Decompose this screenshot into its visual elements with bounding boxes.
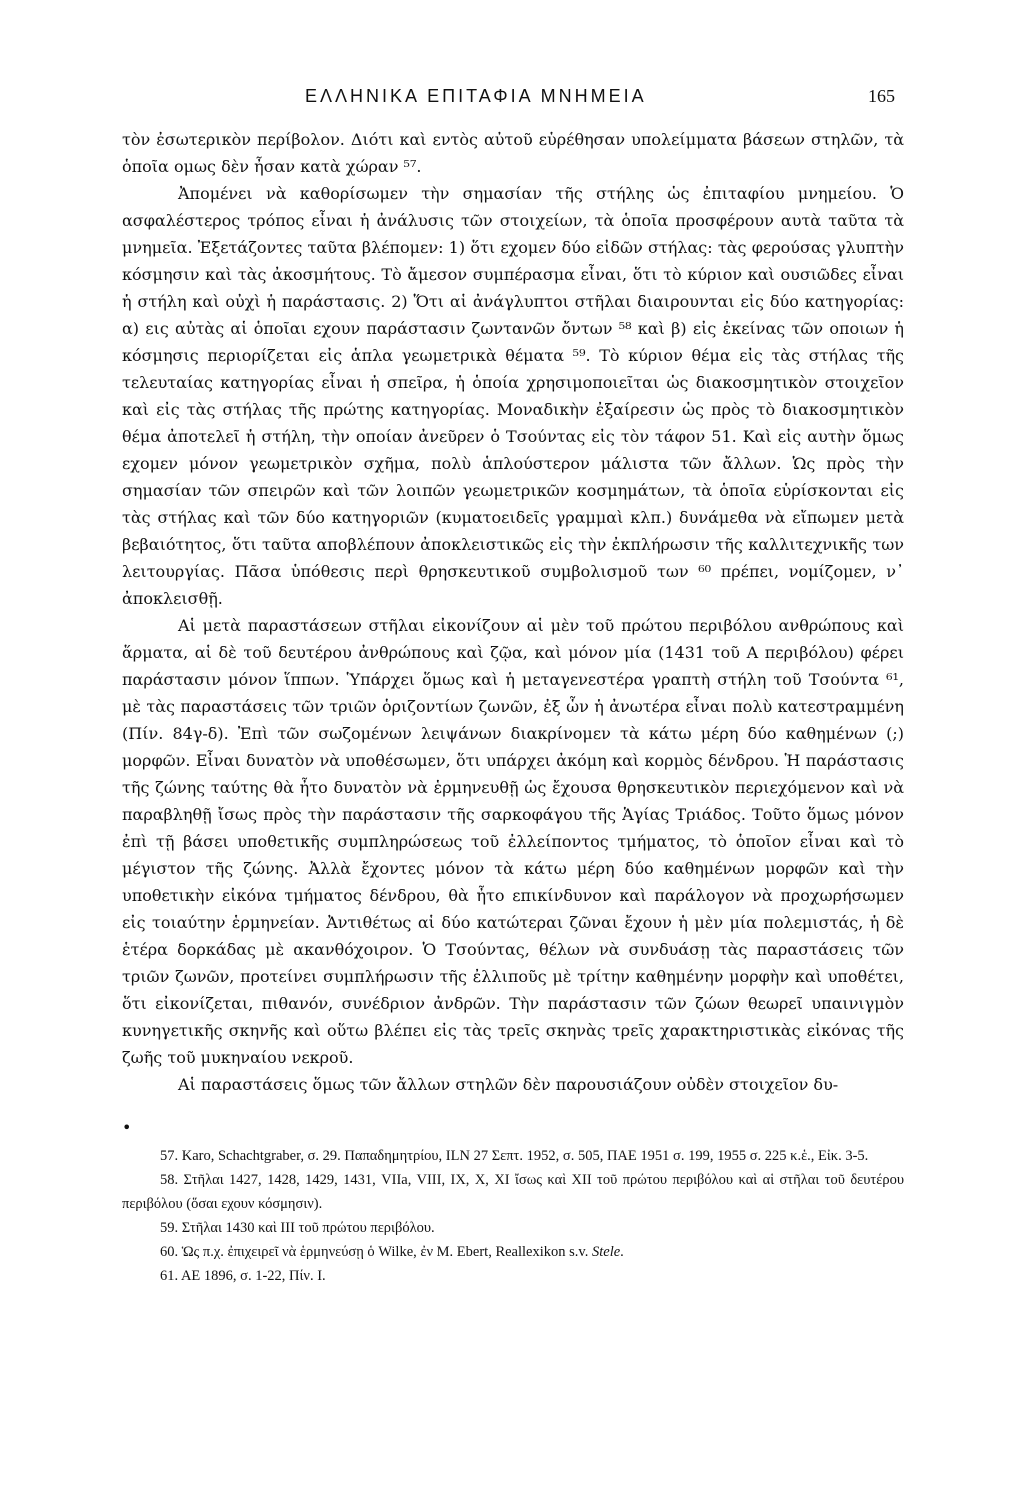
footnote: [122, 1240, 904, 1264]
paragraph: Αἱ παραστάσεις ὅμως τῶν ἄλλων στηλῶν δὲν παρουσιάζουν οὐδὲν στοιχεῖον δυ-: [178, 1075, 839, 1094]
footnote-separator-mark: •: [122, 1118, 132, 1137]
running-title: ΕΛΛΗΝΙΚΑ ΕΠΙΤΑΦΙΑ ΜΝΗΜΕΙΑ: [305, 86, 647, 106]
footnote-italic-term: Stele: [591, 1244, 621, 1260]
paragraph: Αἱ μετὰ παραστάσεων στῆλαι εἰκονίζουν αἱ μὲν τοῦ πρώτου περιβόλου ανθρώπους καὶ ἅρματα, αἱ δὲ τοῦ δευτέρου ἀνθρώπους καὶ ζῷα, καὶ μόνον μία (1431 τοῦ Α περιβόλου) φέρει παράστασιν μόνον ἵππων. Ὑπάρχει ὅμως καὶ ἡ μεταγενεστέρα γραπτὴ στήλη τοῦ Τσούντα ⁶¹, μὲ τὰς παραστάσεις τῶν τριῶν ὁριζοντίων ζωνῶν, ἐξ ὧν ἡ ἀνωτέρα εἶναι πολὺ κατεστραμμένη (Πίν. 84γ-δ). Ἐπὶ τῶν σωζομένων λειψάνων διακρίνομεν τὰ κάτω μέρη δύο καθημένων (;) μορφῶν. Εἶναι δυνατὸν νὰ υποθέσωμεν, ὅτι υπάρχει ἀκόμη καὶ κορμὸς δένδρου. Ἡ παράστασις τῆς ζώνης ταύτης θὰ ἦτο δυνατὸν νὰ ἑρμηνευθῇ ὡς ἔχουσα θρησκευτικὸν περιεχόμενον καὶ νὰ παραβληθῇ ἴσως πρὸς τὴν παράστασιν τῆς σαρκοφάγου τῆς Ἁγίας Τριάδος. Τοῦτο ὅμως μόνον ἐπὶ τῇ βάσει υποθετικῆς συμπληρώσεως τοῦ ἐλλείποντος τμήματος, τὸ ὁποῖον εἶναι καὶ τὸ μέγιστον τῆς ζώνης. Ἀλλὰ ἔχοντες μόνον τὰ κάτω μέρη δύο καθημένων μορφῶν καὶ τὴν υποθετικὴν εἰκόνα τμήματος δένδρου, θὰ ἦτο επικίνδυνον καὶ παράλογον νὰ προχωρήσωμεν εἰς τοιαύτην ἑρμηνείαν. Ἀντιθέτως αἱ δύο κατώτεραι ζῶναι ἔχουν ἡ μὲν μία πολεμιστάς, ἡ δὲ ἑτέρα δορκάδας μὲ ακανθόχοιρον. Ὁ Τσούντας, θέλων νὰ συνδυάσῃ τὰς παραστάσεις τῶν τριῶν ζωνῶν, προτείνει συμπλήρωσιν τῆς ἐλλιποῦς μὲ τρίτην καθημένην μορφὴν καὶ υποθέτει, ὅτι εἰκονίζεται, πιθανόν, συνέδριον ἀνδρῶν. Τὴν παράστασιν τῶν ζώων θεωρεῖ υπαινιγμὸν κυνηγετικῆς σκηνῆς καὶ οὕτω βλέπει εἰς τὰς τρεῖς σκηνὰς τρεῖς χαρακτηριστικὰς εἰκόνας τῆς ζωῆς τοῦ μυκηναίου νεκροῦ.: [122, 616, 904, 1067]
footnote: 61. ΑΕ 1896, σ. 1-22, Πίν. I.: [160, 1268, 326, 1284]
footnote: 57. Karo, Schachtgraber, σ. 29. Παπαδημητρίου, ILN 27 Σεπτ. 1952, σ. 505, ΠΑΕ 1951 σ. 199, 1955 σ. 225 κ.ἑ., Εἰκ. 3-5.: [160, 1148, 869, 1164]
body-text: [122, 126, 904, 1098]
footnote: 58. Στῆλαι 1427, 1428, 1429, 1431, VIIa, VIII, IX, X, XI ἴσως καὶ XII τοῦ πρώτου περιβόλου καὶ αἱ στῆλαι τοῦ δευτέρου περιβόλου (ὅσαι εχουν κόσμησιν).: [122, 1172, 904, 1212]
paragraph: τὸν ἐσωτερικὸν περίβολον. Διότι καὶ εντὸς αὐτοῦ εὑρέθησαν υπολείμματα βάσεων στηλῶν, τὰ ὁποῖα ομως δὲν ἦσαν κατὰ χώραν ⁵⁷.: [122, 130, 904, 176]
page-number: 165: [868, 86, 895, 106]
page-header: [0, 86, 1024, 116]
footnote-text: .: [620, 1244, 624, 1260]
footnote-text: 60. Ὡς π.χ. ἐπιχειρεῖ νὰ ἑρμηνεύσῃ ὁ Wilke, ἐν M. Ebert, Reallexikon s.v.: [160, 1244, 592, 1260]
footnote: 59. Στῆλαι 1430 καὶ III τοῦ πρώτου περιβόλου.: [160, 1220, 435, 1236]
paragraph: Ἀπομένει νὰ καθορίσωμεν τὴν σημασίαν τῆς στήλης ὡς ἐπιταφίου μνημείου. Ὁ ασφαλέστερος τρόπος εἶναι ἡ ἀνάλυσις τῶν στοιχείων, τὰ ὁποῖα προσφέρουν αυτὰ ταῦτα τὰ μνημεῖα. Ἐξετάζοντες ταῦτα βλέπομεν: 1) ὅτι εχομεν δύο εἰδῶν στήλας: τὰς φερούσας γλυπτὴν κόσμησιν καὶ τὰς ἀκοσμήτους. Τὸ ἄμεσον συμπέρασμα εἶναι, ὅτι τὸ κύριον καὶ ουσιῶδες εἶναι ἡ στήλη καὶ οὐχὶ ἡ παράστασις. 2) Ὅτι αἱ ἀνάγλυπτοι στῆλαι διαιρουνται εἰς δύο κατηγορίας: α) εις αὐτὰς αἱ ὁποῖαι εχουν παράστασιν ζωντανῶν ὄντων ⁵⁸ καὶ β) εἰς ἐκείνας τῶν οποιων ἡ κόσμησις περιορίζεται εἰς ἁπλα γεωμετρικὰ θέματα ⁵⁹. Τὸ κύριον θέμα εἰς τὰς στήλας τῆς τελευταίας κατηγορίας εἶναι ἡ σπεῖρα, ἡ ὁποία χρησιμοποιεῖται ὡς διακοσμητικὸν στοιχεῖον καὶ εἰς τὰς στήλας τῆς πρώτης κατηγορίας. Μοναδικὴν ἐξαίρεσιν ὡς πρὸς τὸ διακοσμητικὸν θέμα ἀποτελεῖ ἡ στήλη, τὴν οποίαν ἀνεῦρεν ὁ Τσούντας εἰς τὸν τάφον 51. Καὶ εἰς αυτὴν ὅμως εχομεν μόνον γεωμετρικὸν σχῆμα, πολὺ ἁπλούστερον μάλιστα τῶν ἄλλων. Ὡς πρὸς τὴν σημασίαν τῶν σπειρῶν καὶ τῶν λοιπῶν γεωμετρικῶν κοσμημάτων, τὰ ὁποῖα εὑρίσκονται εἰς τὰς στήλας καὶ τῶν δύο κατηγοριῶν (κυματοειδεῖς γραμμαὶ κλπ.) δυνάμεθα νὰ εἴπωμεν μετὰ βεβαιότητος, ὅτι ταῦτα αποβλέπουν ἀποκλειστικῶς εἰς τὴν ἐκπλήρωσιν τῆς καλλιτεχνικῆς των λειτουργίας. Πᾶσα ὑπόθεσις περὶ θρησκευτικοῦ συμβολισμοῦ των ⁶⁰ πρέπει, νομίζομεν, ν᾽ ἀποκλεισθῇ.: [122, 184, 904, 608]
footnotes: [122, 1144, 904, 1288]
